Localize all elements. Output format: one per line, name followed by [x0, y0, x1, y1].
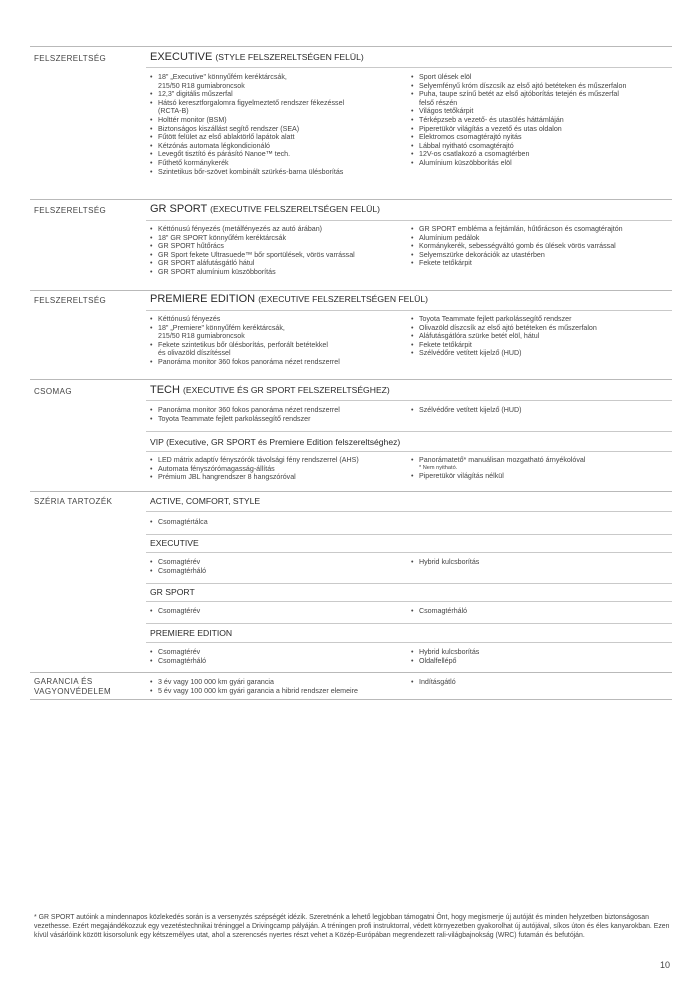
list-item: • 5 év vagy 100 000 km gyári garancia a hibrid rendszer elemeire: [150, 687, 405, 696]
vip-right-list: [411, 456, 673, 480]
list-item: • Kéttónusú fényezés: [150, 315, 405, 324]
divider: [146, 451, 672, 452]
accessory-group-title: PREMIERE EDITION: [150, 628, 233, 638]
list-item: • Alumínium küszöbborítás elöl: [411, 159, 673, 168]
divider: [30, 491, 672, 492]
list-item: • 12,3" digitális műszerfal: [150, 90, 405, 99]
list-item: • Prémium JBL hangrendszer 8 hangszóróval: [150, 473, 405, 482]
accessory-list: [411, 558, 673, 567]
list-item: • Szélvédőre vetített kijelző (HUD): [411, 349, 673, 358]
divider: [30, 290, 672, 291]
list-item: • Piperetükör világítás nélkül: [411, 472, 673, 481]
feature-list: [411, 73, 673, 168]
list-item: • Toyota Teammate fejlett parkolássegítő rendszer: [411, 315, 673, 324]
accessory-group-title: GR SPORT: [150, 587, 195, 597]
section-label: CSOMAG: [34, 387, 72, 396]
list-item: • Csomagtérév: [150, 558, 405, 567]
list-item: • 18" „Executive" könnyűfém keréktárcsák, 215/50 R18 gumiabroncsok: [150, 73, 405, 90]
list-item: • Olivazöld díszcsík az első ajtó betéteken és műszerfalon: [411, 324, 673, 333]
divider: [146, 583, 672, 584]
list-item: • Panorámatető* manuálisan mozgatható árnyékolóval: [411, 456, 673, 465]
list-item: • Szélvédőre vetített kijelző (HUD): [411, 406, 673, 415]
list-item: • Hátsó keresztforgalomra figyelmeztető rendszer fékezéssel (RCTA-B): [150, 99, 405, 116]
divider: [30, 672, 672, 673]
list-item: • Puha, taupe színű betét az első ajtóborítás tetején és műszerfal felső részén: [411, 90, 673, 107]
accessory-list: [150, 648, 405, 665]
divider: [146, 552, 672, 553]
list-item: • 18" GR SPORT könnyűfém keréktárcsák: [150, 234, 405, 243]
divider: [146, 642, 672, 643]
feature-list: [411, 406, 673, 415]
footnote: * GR SPORT autóink a mindennapos közlekedés során is a versenyzés szépségét idézik. Szeretnénk a lehető legjobban támogatni Önt, hogy megismerje új autóját és minden helyzetben biztonságosan vezethesse. Ezért megajándékozzuk egy vezetéstechnikai tréninggel a Drivingcamp pályáján. A tréningen profi instruktorral, védett környezetben gyakorolhat új autójával, síkos úton és éles kanyarokban. Ezen kívül vásárlóink között kisorsolunk egy kétszemélyes utat, ahol a szerencsés nyertes részt vehet a Közép-Európában megrendezett rali-világbajnokság (WRC) futamán és befutóján.: [34, 914, 670, 940]
list-item: • LED mátrix adaptív fényszórók távolsági fény rendszerrel (AHS): [150, 456, 405, 465]
warranty-list: [411, 678, 673, 687]
list-item: • Csomagtérháló: [150, 657, 405, 666]
divider: [30, 46, 672, 47]
divider: [146, 400, 672, 401]
list-item: • Térképzseb a vezető- és utasülés háttámláján: [411, 116, 673, 125]
list-item: • Kormánykerék, sebességváltó gomb és ülések vörös varrással: [411, 242, 673, 251]
section-title: EXECUTIVE (STYLE FELSZERELTSÉGEN FELÜL): [150, 51, 364, 63]
list-item: • Világos tetőkárpit: [411, 107, 673, 116]
accessory-group-title: ACTIVE, COMFORT, STYLE: [150, 496, 261, 506]
divider: [30, 699, 672, 700]
list-item: • Fűtött felület az első ablaktörlő lapátok alatt: [150, 133, 405, 142]
list-item: • Csomagtérháló: [150, 567, 405, 576]
list-item: • Biztonságos kiszállást segítő rendszer (SEA): [150, 125, 405, 134]
accessory-list: [150, 558, 405, 575]
section-title: PREMIERE EDITION (EXECUTIVE FELSZERELTSÉGEN FELÜL): [150, 293, 429, 305]
list-item: • Csomagtérév: [150, 648, 405, 657]
accessory-list: [411, 648, 673, 665]
section-label: FELSZERELTSÉG: [34, 296, 107, 305]
list-item: • Szintetikus bőr-szövet kombinált szürkés-barna ülésborítás: [150, 168, 405, 177]
list-item: • Lábbal nyitható csomagtérajtó: [411, 142, 673, 151]
list-item: • Aláfutásgátlóra szürke betét elöl, hátul: [411, 332, 673, 341]
accessory-list: [411, 607, 673, 616]
list-item: • Selyemszürke dekorációk az utastérben: [411, 251, 673, 260]
list-item: • Panoráma monitor 360 fokos panoráma nézet rendszerrel: [150, 358, 405, 367]
feature-list: [411, 225, 673, 268]
divider: [146, 534, 672, 535]
list-item: • Kéttónusú fényezés (metálfényezés az autó árában): [150, 225, 405, 234]
list-item: • GR Sport fekete Ultrasuede™ bőr sportülések, vörös varrással: [150, 251, 405, 260]
feature-list: [150, 225, 405, 277]
list-item: • 12V-os csatlakozó a csomagtérben: [411, 150, 673, 159]
list-item: • GR SPORT aláfutásgátló hátul: [150, 259, 405, 268]
accessory-list: [150, 607, 405, 616]
list-item: • Selyemfényű króm díszcsík az első ajtó betéteken és műszerfalon: [411, 82, 673, 91]
list-item: • Panoráma monitor 360 fokos panoráma nézet rendszerrel: [150, 406, 405, 415]
section-label: FELSZERELTSÉG: [34, 54, 107, 63]
page-number: 10: [659, 960, 670, 970]
divider: [146, 220, 672, 221]
list-item: • Sport ülések elöl: [411, 73, 673, 82]
list-item: • Holttér monitor (BSM): [150, 116, 405, 125]
divider: [146, 511, 672, 512]
feature-list: [150, 315, 405, 367]
warranty-list: [150, 678, 405, 695]
list-item: • Levegőt tisztító és párásító Nanoe™ tech.: [150, 150, 405, 159]
list-item: • Fűthető kormánykerék: [150, 159, 405, 168]
list-item: • Fekete szintetikus bőr ülésborítás, perforált betétekkel és olivazöld díszítéssel: [150, 341, 405, 358]
list-item: • Kétzónás automata légkondicionáló: [150, 142, 405, 151]
divider: [146, 310, 672, 311]
list-item: • GR SPORT alumínium küszöbborítás: [150, 268, 405, 277]
divider: [30, 199, 672, 200]
section-label: FELSZERELTSÉG: [34, 206, 107, 215]
section-label: GARANCIA ÉS VAGYONVÉDELEM: [34, 677, 112, 696]
list-item: • Hybrid kulcsborítás: [411, 648, 673, 657]
list-item: • Elektromos csomagtérajtó nyitás: [411, 133, 673, 142]
list-item: • Indításgátló: [411, 678, 673, 687]
list-item: • Toyota Teammate fejlett parkolássegítő rendszer: [150, 415, 405, 424]
divider: [146, 623, 672, 624]
list-item: • Csomagtérháló: [411, 607, 673, 616]
feature-list: [411, 315, 673, 358]
list-item: • Fekete tetőkárpit: [411, 341, 673, 350]
list-item: • 18" „Premiere" könnyűfém keréktárcsák, 215/50 R18 gumiabroncsok: [150, 324, 405, 341]
divider: [146, 431, 672, 432]
list-item: • Csomagtérév: [150, 607, 405, 616]
list-item: • Alumínium pedálok: [411, 234, 673, 243]
list-item: • 3 év vagy 100 000 km gyári garancia: [150, 678, 405, 687]
list-item: • Csomagtértálca: [150, 518, 405, 527]
list-item: • Automata fényszórómagasság-állítás: [150, 465, 405, 474]
divider: [30, 379, 672, 380]
list-item: • Oldalfellépő: [411, 657, 673, 666]
feature-list: [150, 406, 405, 423]
list-item: • Piperetükör világítás a vezető és utas oldalon: [411, 125, 673, 134]
section-title: GR SPORT (EXECUTIVE FELSZERELTSÉGEN FELÜL): [150, 203, 380, 215]
list-item: • GR SPORT hűtőrács: [150, 242, 405, 251]
divider: [146, 601, 672, 602]
list-item: • Fekete tetőkárpit: [411, 259, 673, 268]
list-item: • GR SPORT embléma a fejtámlán, hűtőrácson és csomagtérajtón: [411, 225, 673, 234]
feature-list: [150, 73, 405, 176]
divider: [146, 67, 672, 68]
accessory-group-title: EXECUTIVE: [150, 538, 199, 548]
list-item: • Hybrid kulcsborítás: [411, 558, 673, 567]
vip-title: VIP (Executive, GR SPORT és Premiere Edition felszereltséghez): [150, 437, 401, 447]
feature-list: [150, 456, 405, 482]
footnote-marker: * Nem nyitható.: [419, 464, 458, 471]
section-title: TECH (EXECUTIVE ÉS GR SPORT FELSZERELTSÉGHEZ): [150, 384, 390, 396]
section-label: SZÉRIA TARTOZÉK: [34, 497, 113, 506]
accessory-list: [150, 518, 405, 527]
